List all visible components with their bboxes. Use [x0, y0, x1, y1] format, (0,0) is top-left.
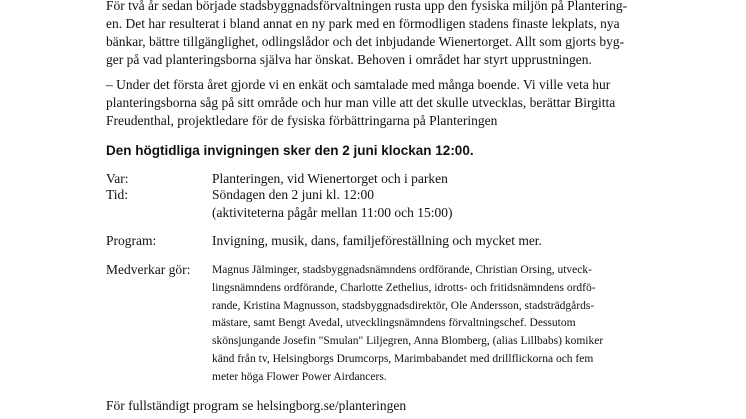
- credits-line-1: Magnus Jälminger, stadsbyggnadsnämndens ordförande, Christian Orsing, utveck-: [212, 264, 592, 276]
- when-value-block: [212, 186, 453, 222]
- intro-line-2: en. Det har resulterat i bland annat en ny park med en förmodligen stadens finaste lekplats, nya: [106, 16, 620, 31]
- credits-list: [212, 262, 603, 387]
- when-value: Söndagen den 2 juni kl. 12:00: [212, 187, 374, 202]
- credits-line-3: rande, Kristina Magnusson, stadsbyggnadsdirektör, Ole Andersson, stadsträdgårds-: [212, 299, 595, 312]
- where-label: Var:: [106, 171, 129, 186]
- quote-paragraph: [106, 76, 734, 130]
- quote-line-2: planteringsborna såg på sitt område och hur man ville att det skulle utvecklas, berättar Birgitta: [106, 95, 616, 110]
- credits-line-5: skönsjungande Josefin "Smulan" Liljegren, Anna Blomberg, (alias Lillbabs) komiker: [212, 335, 604, 348]
- intro-line-4: ger på vad planteringsborna själva har önskat. Behoven i området har styrt upprustningen.: [106, 52, 592, 67]
- where-value: Planteringen, vid Wienertorget och i parken: [212, 171, 448, 186]
- credits-line-4: mästare, samt Bengt Avedal, utvecklingsnämndens förvaltningschef. Dessutom: [212, 317, 576, 330]
- inauguration-headline: Den högtidliga invigningen sker den 2 juni klockan 12:00.: [106, 143, 474, 158]
- intro-line-3: bänkar, bättre tillgänglighet, odlingslådor och det inbjudande Wienertorget. Allt som gjorts byg-: [106, 34, 625, 49]
- quote-line-1: – Under det första året gjorde vi en enkät och samtalade med många boende. Vi ville veta hur: [106, 77, 611, 92]
- credits-line-7: meter höga Flower Power Airdancers.: [212, 370, 387, 383]
- when-label: Tid:: [106, 187, 129, 202]
- intro-paragraph: [106, 0, 734, 69]
- intro-line-1: För två år sedan började stadsbyggnadsförvaltningen rusta upp den fysiska miljön på Plantering-: [106, 0, 628, 13]
- credits-label: Medverkar gör:: [106, 262, 191, 277]
- program-label: Program:: [106, 233, 157, 248]
- quote-line-3: Freudenthal, projektledare för de fysiska förbättringarna på Planteringen: [106, 113, 498, 128]
- credits-line-2: lingsnämndens ordförande, Charlotte Zethelius, idrotts- och fritidsnämndens ordfö-: [212, 281, 596, 294]
- credits-line-6: känd från tv, Helsingborgs Drumcorps, Marimbabandet med drillflickorna och fem: [212, 352, 594, 365]
- program-value: Invigning, musik, dans, familjeföreställning och mycket mer.: [212, 233, 542, 248]
- when-note: (aktiviteterna pågår mellan 11:00 och 15:00): [212, 205, 453, 220]
- program-link-text: För fullständigt program se helsingborg.se/planteringen: [106, 398, 407, 413]
